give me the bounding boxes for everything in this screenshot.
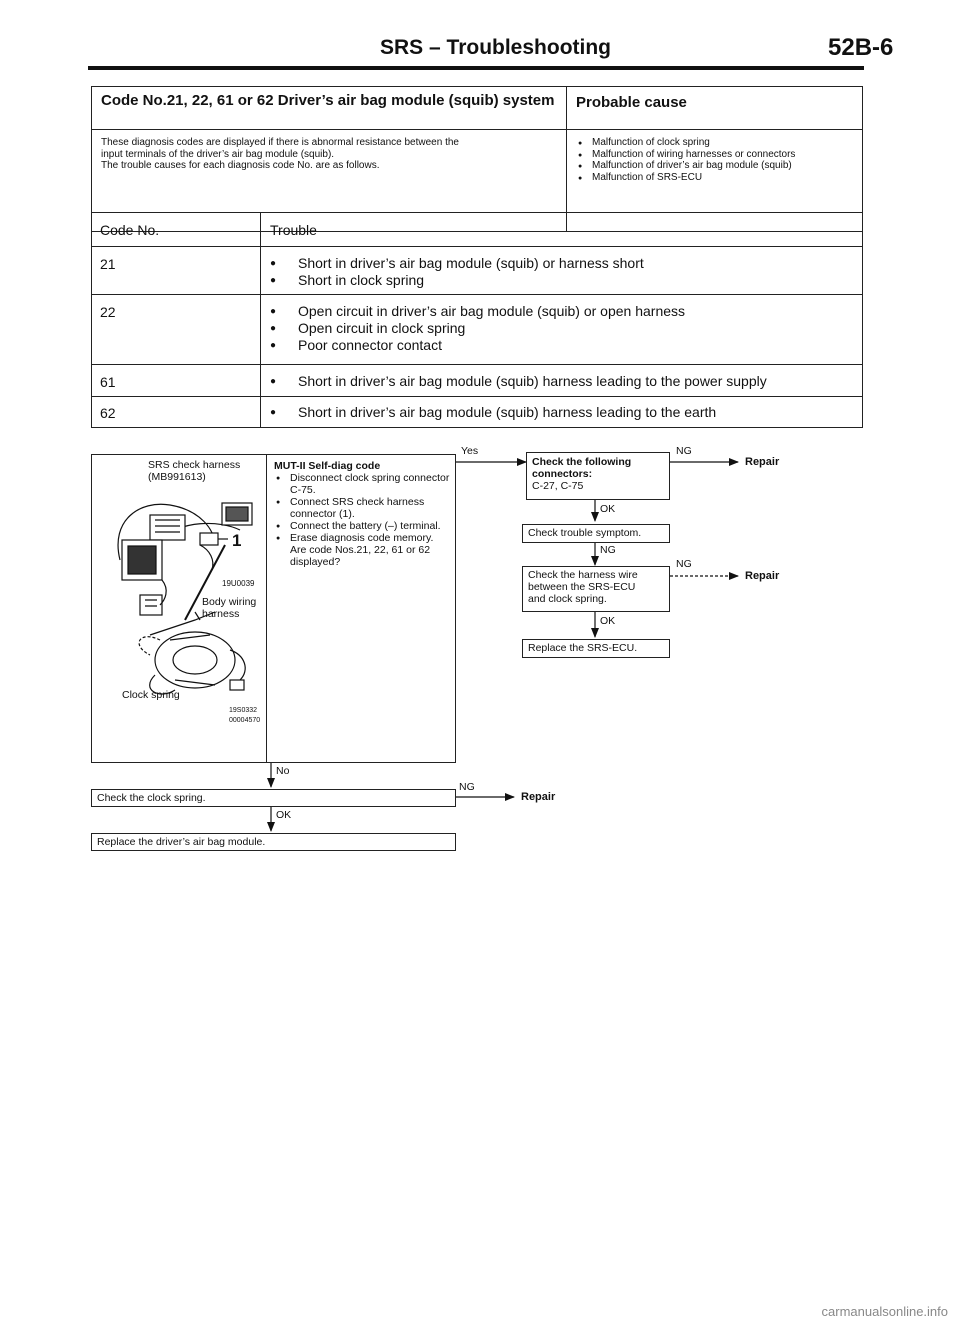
page-title: SRS – Troubleshooting	[380, 36, 612, 59]
check-connectors-line: connectors:	[532, 468, 593, 480]
mut-step-list	[274, 472, 452, 544]
list-item: ● Short in driver’s air bag module (squib) harness leading to the power supply	[270, 373, 767, 390]
mut-heading: MUT-II Self-diag code	[274, 460, 381, 472]
diagnosis-box	[91, 454, 456, 763]
harness-label	[148, 459, 240, 483]
yes-label: Yes	[461, 445, 479, 457]
code-cell: 22	[100, 304, 116, 320]
list-item: ● Disconnect clock spring connector C-75.	[274, 472, 452, 496]
ng-label: NG	[676, 558, 692, 570]
check-harness-box	[522, 566, 670, 612]
list-item: ● Short in driver’s air bag module (squib) or harness short	[270, 255, 644, 272]
figure-code: 00004570	[229, 717, 261, 724]
mut-question: Are code Nos.21, 22, 61 or 62 displayed?	[290, 544, 431, 568]
body-wiring-label-line: Body wiring	[202, 596, 257, 608]
description-line: These diagnosis codes are displayed if there is abnormal resistance between the	[101, 137, 459, 148]
body-wiring-label	[202, 596, 256, 620]
replace-ecu-box: Replace the SRS-ECU.	[522, 639, 670, 658]
replace-module-box: Replace the driver’s air bag module.	[91, 833, 456, 851]
figure-code: 19S0332	[229, 707, 258, 714]
ng-label: NG	[600, 544, 616, 556]
body-wiring-label-line: harness	[202, 608, 240, 620]
diagnosis-box-divider	[266, 455, 267, 762]
check-harness-line: between the SRS-ECU	[528, 581, 636, 593]
check-connectors-line: Check the following	[532, 456, 632, 468]
check-harness-line: and clock spring.	[528, 593, 607, 605]
check-clock-spring-box: Check the clock spring.	[91, 789, 456, 807]
column-header-code: Code No.	[100, 222, 160, 238]
ng-label: NG	[459, 781, 475, 793]
list-item: ● Malfunction of SRS-ECU	[576, 172, 861, 184]
list-item: ● Malfunction of driver’s air bag module (squib)	[576, 160, 861, 172]
list-item: ● Connect SRS check harness connector (1).	[274, 496, 452, 520]
figure-code: 19U0039	[222, 579, 255, 588]
list-item: ● Erase diagnosis code memory.	[274, 532, 452, 544]
description-line: input terminals of the driver’s air bag module (squib).	[101, 148, 335, 160]
check-symptom-box: Check trouble symptom.	[522, 524, 670, 543]
list-item: ● Open circuit in clock spring	[270, 320, 685, 337]
mut-instructions	[274, 460, 452, 568]
list-item: ● Malfunction of wiring harnesses or connectors	[576, 149, 861, 161]
description-line: The trouble causes for each diagnosis code No. are as follows.	[101, 160, 380, 171]
ok-label: OK	[600, 503, 616, 515]
harness-label-line: SRS check harness	[148, 459, 241, 471]
ng-label: NG	[676, 445, 692, 457]
code-cell: 61	[100, 374, 116, 390]
code-cell: 21	[100, 256, 116, 272]
code-cell: 62	[100, 405, 116, 421]
harness-label-line: (MB991613)	[148, 471, 206, 483]
list-item: ● Short in clock spring	[270, 272, 644, 289]
repair-label: Repair	[521, 791, 556, 803]
ok-label: OK	[600, 615, 616, 627]
clock-spring-label: Clock spring	[122, 689, 180, 701]
page-number: 52B-6	[828, 34, 894, 61]
no-label: No	[276, 765, 290, 777]
repair-label: Repair	[745, 570, 780, 582]
probable-cause-heading: Probable cause	[576, 94, 687, 111]
repair-label: Repair	[745, 456, 780, 468]
list-item: ● Poor connector contact	[270, 337, 685, 354]
list-item: ● Short in driver’s air bag module (squib) harness leading to the earth	[270, 404, 716, 421]
connector-number-label: 1	[232, 531, 242, 550]
check-connectors-box	[526, 452, 670, 500]
column-header-trouble: Trouble	[270, 222, 317, 238]
code-system-title: Code No.21, 22, 61 or 62 Driver’s air bag module (squib) system	[101, 92, 555, 109]
check-connectors-line: C-27, C-75	[532, 480, 584, 492]
watermark: carmanualsonline.info	[821, 1304, 948, 1319]
ok-label: OK	[276, 809, 292, 821]
list-item: ● Connect the battery (–) terminal.	[274, 520, 452, 532]
list-item: ● Open circuit in driver’s air bag module (squib) or open harness	[270, 303, 685, 320]
check-harness-line: Check the harness wire	[528, 569, 638, 581]
list-item: ● Malfunction of clock spring	[576, 137, 861, 149]
